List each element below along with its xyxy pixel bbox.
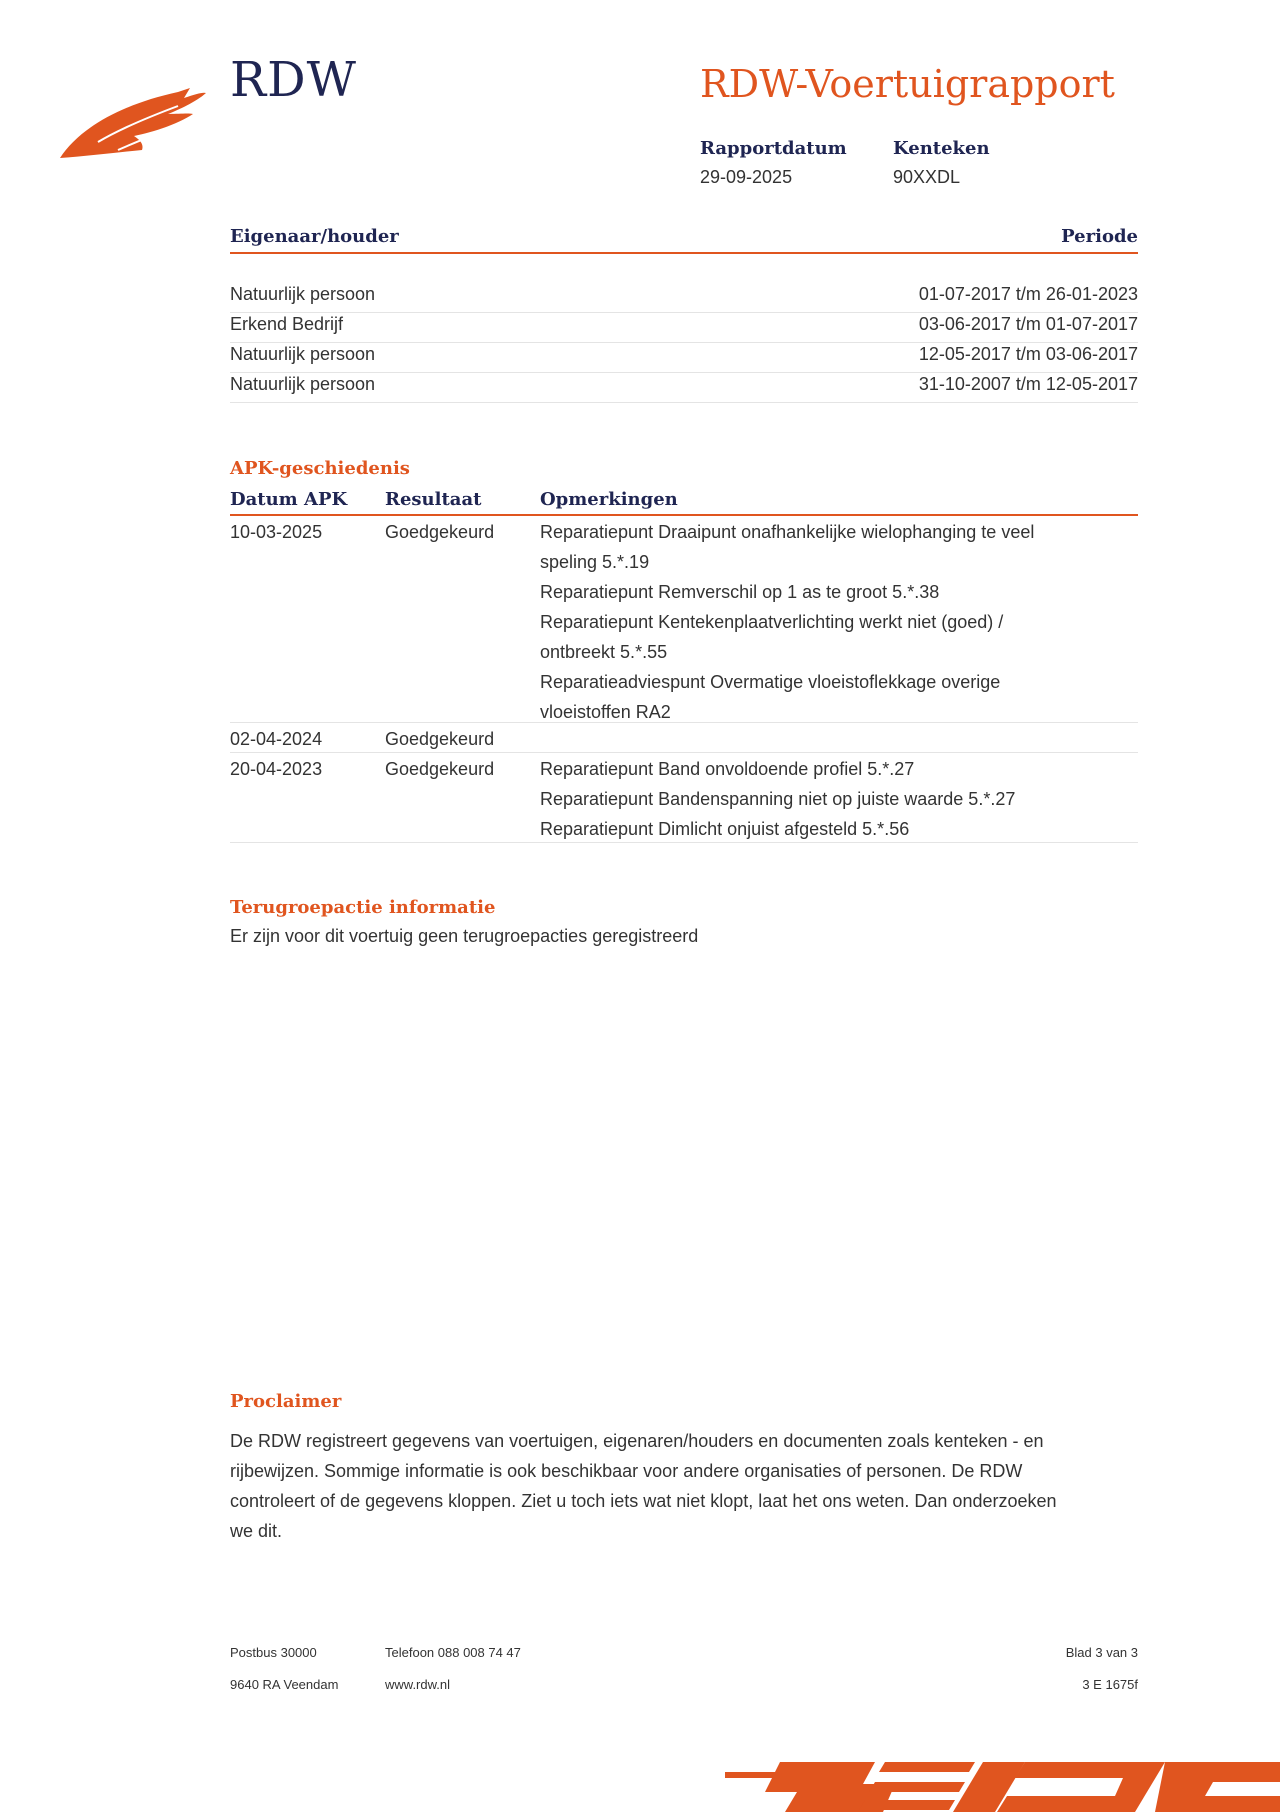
owner-column-header: Eigenaar/houder	[230, 226, 399, 247]
row-divider	[230, 312, 1138, 313]
recall-section-title: Terugroepactie informatie	[230, 897, 496, 918]
apk-remarks-list	[540, 754, 1015, 844]
apk-remark: vloeistoffen RA2	[540, 702, 671, 722]
period-cell: 01-07-2017 t/m 26-01-2023	[918, 284, 1138, 304]
apk-remark: Reparatiepunt Bandenspanning niet op juiste waarde 5.*.27	[540, 789, 1016, 809]
apk-remark: Reparatiepunt Draaipunt onafhankelijke wielophanging te veel	[540, 522, 1035, 542]
decorative-stripes-icon	[725, 1742, 1280, 1812]
disclaimer-title: Proclaimer	[230, 1391, 342, 1412]
apk-result-cell: Goedgekeurd	[385, 522, 495, 542]
plate-label: Kenteken	[893, 138, 990, 159]
row-divider	[230, 402, 1138, 403]
disclaimer-text	[230, 1426, 1150, 1546]
period-cell: 12-05-2017 t/m 03-06-2017	[918, 344, 1138, 364]
recall-text: Er zijn voor dit voertuig geen terugroepacties geregistreerd	[230, 926, 699, 946]
apk-remark: Reparatieadviespunt Overmatige vloeistoflekkage overige	[540, 672, 1001, 692]
apk-remark: speling 5.*.19	[540, 552, 650, 572]
row-divider	[230, 342, 1138, 343]
footer-website: www.rdw.nl	[385, 1677, 451, 1692]
footer-city: 9640 RA Veendam	[230, 1677, 339, 1692]
row-divider	[230, 372, 1138, 373]
apk-remark: Reparatiepunt Band onvoldoende profiel 5.*.27	[540, 759, 915, 779]
rdw-logo-icon	[58, 80, 208, 160]
apk-remark: Reparatiepunt Dimlicht onjuist afgesteld 5.*.56	[540, 819, 910, 839]
period-column-header: Periode	[1061, 226, 1138, 247]
apk-date-cell: 20-04-2023	[230, 759, 323, 779]
period-cell: 03-06-2017 t/m 01-07-2017	[918, 314, 1138, 334]
report-date-label: Rapportdatum	[700, 138, 847, 159]
apk-date-cell: 10-03-2025	[230, 522, 323, 542]
footer-postbus: Postbus 30000	[230, 1645, 317, 1660]
apk-result-cell: Goedgekeurd	[385, 759, 495, 779]
apk-remark: ontbreekt 5.*.55	[540, 642, 668, 662]
apk-result-cell: Goedgekeurd	[385, 729, 495, 749]
footer-page-number: Blad 3 van 3	[1065, 1645, 1138, 1660]
row-divider	[230, 752, 1138, 753]
apk-header-rule	[230, 514, 1138, 516]
apk-result-header: Resultaat	[385, 489, 482, 510]
owner-cell: Natuurlijk persoon	[230, 284, 376, 304]
plate-value: 90XXDL	[893, 167, 961, 187]
period-cell: 31-10-2007 t/m 12-05-2017	[918, 374, 1138, 394]
apk-remark: Reparatiepunt Remverschil op 1 as te groot 5.*.38	[540, 582, 940, 602]
row-divider	[230, 722, 1138, 723]
report-date-value: 29-09-2025	[700, 167, 793, 187]
owner-cell: Natuurlijk persoon	[230, 344, 376, 364]
apk-remarks-header: Opmerkingen	[540, 489, 678, 510]
owner-cell: Erkend Bedrijf	[230, 314, 344, 334]
apk-date-header: Datum APK	[230, 489, 348, 510]
owner-header-rule	[230, 252, 1138, 254]
apk-remarks-list	[540, 517, 1034, 727]
document-title: RDW-Voertuigrapport	[700, 62, 1115, 106]
owner-cell: Natuurlijk persoon	[230, 374, 376, 394]
footer-phone: Telefoon 088 008 74 47	[385, 1645, 521, 1660]
footer-document-code: 3 E 1675f	[1082, 1677, 1138, 1692]
apk-date-cell: 02-04-2024	[230, 729, 323, 749]
disclaimer-line: controleert of de gegevens kloppen. Ziet u toch iets wat niet klopt, laat het ons weten. Dan onderzoeken	[230, 1491, 1057, 1511]
disclaimer-line: De RDW registreert gegevens van voertuigen, eigenaren/houders en documenten zoals kenteken - en	[230, 1431, 1044, 1451]
apk-remark: Reparatiepunt Kentekenplaatverlichting werkt niet (goed) /	[540, 612, 1004, 632]
row-divider	[230, 842, 1138, 843]
disclaimer-line: rijbewijzen. Sommige informatie is ook beschikbaar voor andere organisaties of personen. De RDW	[230, 1461, 1023, 1481]
brand-name: RDW	[230, 52, 357, 108]
disclaimer-line: we dit.	[230, 1521, 283, 1541]
apk-section-title: APK-geschiedenis	[230, 458, 410, 479]
